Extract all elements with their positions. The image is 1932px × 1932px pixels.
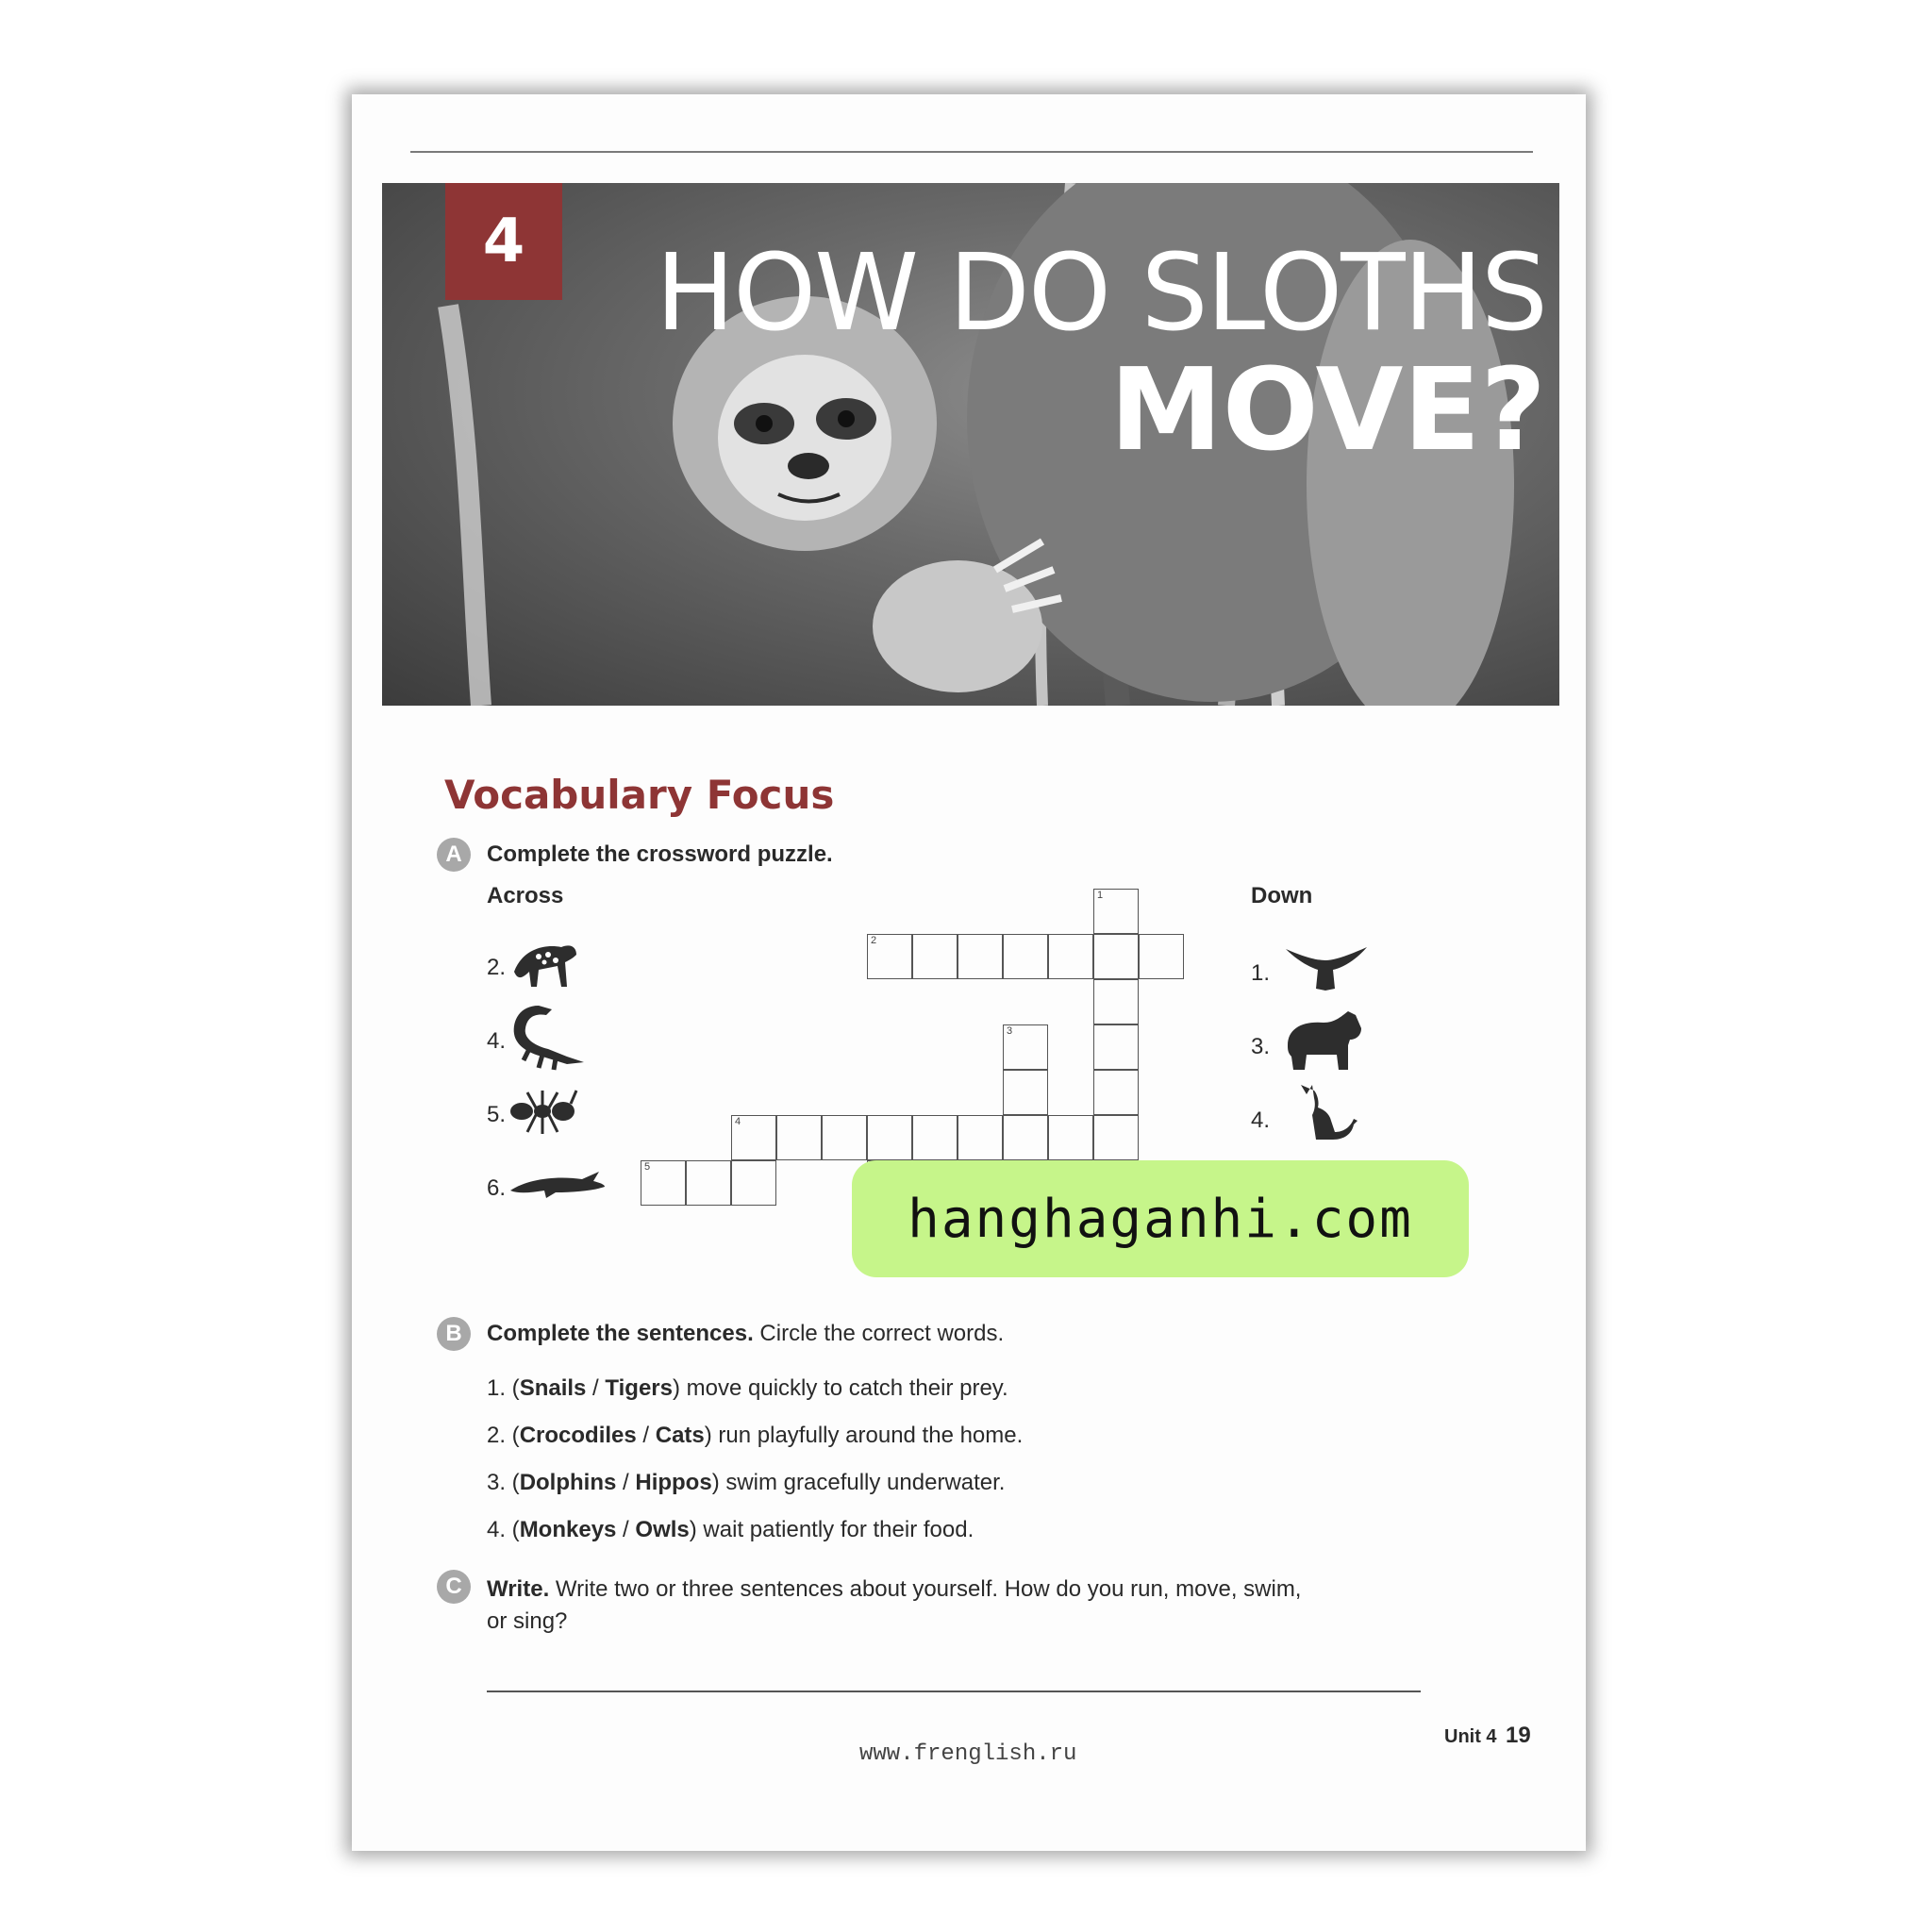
crossword-cell[interactable] [731, 1115, 776, 1160]
crossword-cell[interactable] [1003, 1070, 1048, 1115]
exercise-a-instruction: Complete the crossword puzzle. [487, 841, 833, 867]
crossword-cell[interactable] [776, 1115, 822, 1160]
clue-number: 3 [1007, 1025, 1013, 1037]
crossword-cell[interactable] [1003, 1024, 1048, 1070]
exercise-a-badge: A [437, 838, 471, 872]
down-heading: Down [1251, 883, 1313, 908]
crossword-cell[interactable] [1003, 934, 1048, 979]
sentence-1: 1. (Snails / Tigers) move quickly to catch their prey. [487, 1375, 1008, 1401]
crossword-cell[interactable] [912, 1115, 958, 1160]
option-word[interactable]: Tigers [605, 1375, 673, 1401]
clue-number: 5 [644, 1161, 651, 1173]
top-rule [410, 151, 1533, 153]
crossword-cell[interactable] [1093, 979, 1139, 1024]
exercise-c-instruction: Write. Write two or three sentences about yourself. How do you run, move, swim, or sing? [487, 1576, 1302, 1634]
option-word[interactable]: Snails [519, 1375, 587, 1401]
crossword-cell[interactable] [1139, 934, 1184, 979]
crossword-cell[interactable] [1048, 934, 1093, 979]
worksheet-page [352, 94, 1586, 1851]
writing-line[interactable] [487, 1690, 1421, 1692]
option-word[interactable]: Cats [655, 1423, 705, 1448]
hippo-icon [1282, 1008, 1363, 1074]
down-clue-4: 4. [1251, 1108, 1271, 1133]
crossword-cell[interactable] [1093, 889, 1139, 934]
clue-number: 1 [1097, 890, 1104, 901]
across-heading: Across [487, 883, 564, 908]
crossword-cell[interactable] [822, 1115, 867, 1160]
clue-number: 2 [871, 935, 877, 946]
crossword-cell[interactable] [1048, 1115, 1093, 1160]
crossword-cell[interactable] [1093, 1115, 1139, 1160]
exercise-b-instruction: Complete the sentences. Circle the correct words. [487, 1321, 1005, 1346]
exercise-c-badge: C [437, 1570, 471, 1604]
option-word[interactable]: Monkeys [519, 1517, 617, 1542]
across-clue-4: 4. [487, 1028, 507, 1054]
crossword-cell[interactable] [958, 1115, 1003, 1160]
crossword-cell[interactable] [1093, 1070, 1139, 1115]
option-word[interactable]: Hippos [635, 1470, 712, 1495]
crossword-cell[interactable] [641, 1160, 686, 1206]
section-heading: Vocabulary Focus [444, 772, 835, 818]
sentence-3: 3. (Dolphins / Hippos) swim gracefully underwater. [487, 1470, 1006, 1495]
down-clue-1: 1. [1251, 960, 1271, 986]
crossword-cell[interactable] [1093, 1024, 1139, 1070]
footer-url: www.frenglish.ru [859, 1741, 1077, 1767]
cat-icon [1295, 1083, 1361, 1143]
exercise-b-badge: B [437, 1317, 471, 1351]
crossword-cell[interactable] [958, 934, 1003, 979]
across-clue-6: 6. [487, 1175, 507, 1201]
crossword-cell[interactable] [867, 1115, 912, 1160]
crocodile-icon [510, 1002, 586, 1074]
crossword-cell[interactable] [1093, 934, 1139, 979]
crossword-cell[interactable] [686, 1160, 731, 1206]
title-line-2: MOVE? [1109, 345, 1546, 476]
ant-icon [508, 1085, 578, 1138]
down-clue-3: 3. [1251, 1034, 1271, 1059]
option-word[interactable]: Owls [635, 1517, 690, 1542]
crossword-cell[interactable] [912, 934, 958, 979]
option-word[interactable]: Crocodiles [519, 1423, 637, 1448]
option-word[interactable]: Dolphins [519, 1470, 617, 1495]
leopard-icon [510, 934, 580, 991]
sentence-4: 4. (Monkeys / Owls) wait patiently for their food. [487, 1517, 974, 1542]
hero-photo [382, 183, 1559, 706]
crossword-cell[interactable] [1003, 1115, 1048, 1160]
dolphin-icon [508, 1162, 607, 1200]
watermark-banner: hanghaganhi.com [852, 1160, 1469, 1277]
eagle-icon [1284, 943, 1369, 992]
across-clue-2: 2. [487, 955, 507, 980]
crossword-cell[interactable] [867, 934, 912, 979]
clue-number: 4 [735, 1116, 741, 1127]
unit-number-badge: 4 [445, 183, 562, 300]
across-clue-5: 5. [487, 1102, 507, 1127]
page-number: 19 [1506, 1723, 1531, 1748]
sentence-2: 2. (Crocodiles / Cats) run playfully around the home. [487, 1423, 1024, 1448]
title-line-1: HOW DO SLOTHS [655, 232, 1546, 355]
footer-unit-label: Unit 4 [1444, 1726, 1497, 1747]
crossword-cell[interactable] [731, 1160, 776, 1206]
